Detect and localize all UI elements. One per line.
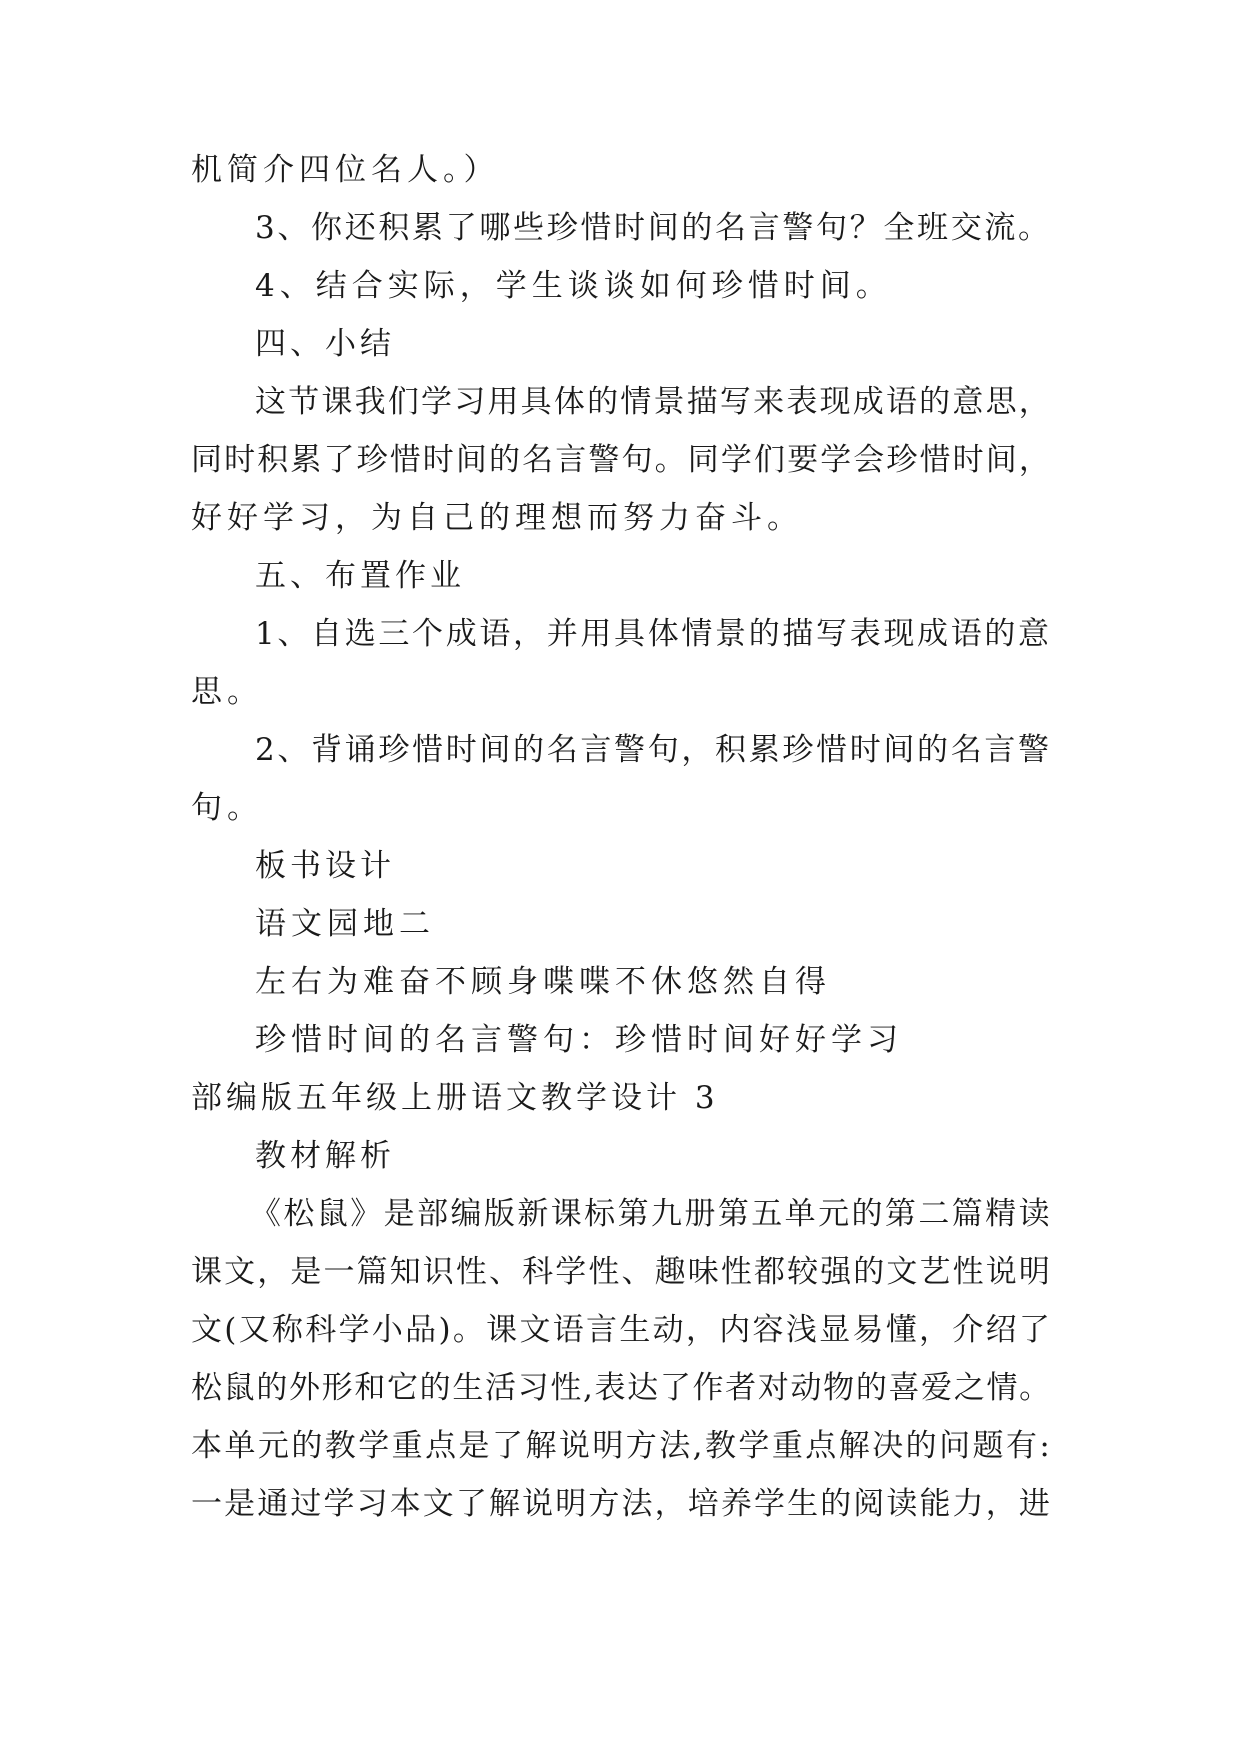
text-line: 一是通过学习本文了解说明方法，培养学生的阅读能力，进 [191, 1486, 1052, 1522]
text-line: 同时积累了珍惜时间的名言警句。同学们要学会珍惜时间， [191, 442, 1052, 478]
section-heading: 板书设计 [255, 848, 395, 884]
section-heading: 教材解析 [255, 1138, 395, 1174]
text-line: 松鼠的外形和它的生活习性,表达了作者对动物的喜爱之情。 [191, 1370, 1052, 1406]
text-line: 1、自选三个成语，并用具体情景的描写表现成语的意 [255, 616, 1052, 652]
text-line: 《松鼠》是部编版新课标第九册第五单元的第二篇精读 [250, 1196, 1052, 1232]
text-line: 这节课我们学习用具体的情景描写来表现成语的意思， [255, 384, 1052, 420]
text-line: 句。 [191, 790, 263, 826]
text-line: 本单元的教学重点是了解说明方法,教学重点解决的问题有: [191, 1428, 1053, 1464]
text-line: 好好学习，为自己的理想而努力奋斗。 [191, 500, 803, 536]
text-line: 文(又称科学小品)。课文语言生动，内容浅显易懂，介绍了 [191, 1312, 1053, 1348]
text-line: 珍惜时间的名言警句：珍惜时间好好学习 [255, 1022, 903, 1058]
text-line: 左右为难奋不顾身喋喋不休悠然自得 [255, 964, 831, 1000]
document-title: 部编版五年级上册语文教学设计 3 [191, 1080, 719, 1116]
text-line: 思。 [191, 674, 263, 710]
text-line: 4、结合实际，学生谈谈如何珍惜时间。 [255, 268, 892, 304]
text-line: 课文，是一篇知识性、科学性、趣味性都较强的文艺性说明 [191, 1254, 1052, 1290]
text-line: 3、你还积累了哪些珍惜时间的名言警句？全班交流。 [255, 210, 1052, 246]
text-line: 机简介四位名人。） [191, 152, 500, 188]
section-heading: 五、布置作业 [255, 558, 465, 594]
text-line: 2、背诵珍惜时间的名言警句，积累珍惜时间的名言警 [255, 732, 1052, 768]
section-heading: 四、小结 [255, 326, 395, 362]
text-line: 语文园地二 [255, 906, 435, 942]
